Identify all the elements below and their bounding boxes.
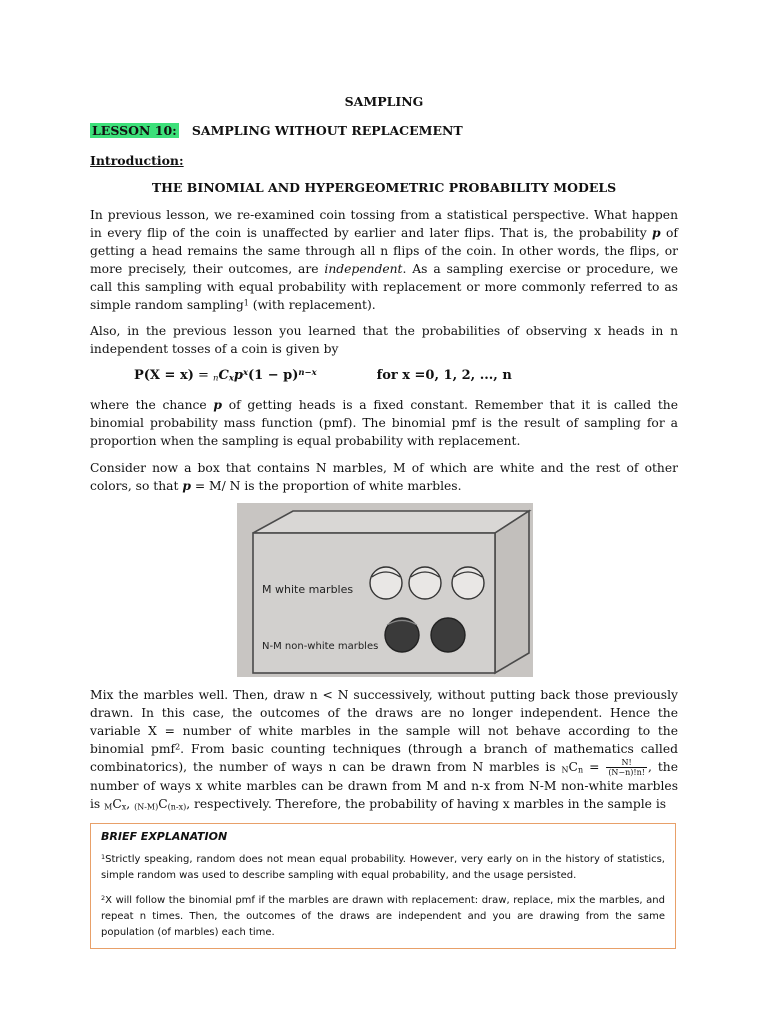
white-marble xyxy=(452,567,484,599)
explanation-title: BRIEF EXPLANATION xyxy=(101,830,228,843)
paragraph-previous-lesson: Also, in the previous lesson you learned that the probabilities of observing x heads in n independent tosses of a coin is given by xyxy=(90,324,678,356)
marble-box-illustration xyxy=(237,503,533,677)
non-white-marble xyxy=(385,618,419,652)
marble-box-figure xyxy=(237,503,533,677)
paragraph-binomial-pmf: where the chance p of getting heads is a fixed constant. Remember that it is called the binomial probability mass function (pmf). The binomial pmf is the result of sampling for a proportion when the sampling is equal probability with replacement. xyxy=(90,397,678,448)
combination-fraction: $\frac{N!}{(N-n)!n!}$ xyxy=(608,758,645,777)
paragraph-coin-tossing: In previous lesson, we re-examined coin tossing from a statistical perspective. What happen in every flip of the coin is unaffected by earlier and later flips. That is, the probability p of getting a head remains the same through all n flips of the coin. In other words, the flips, or more precisely, their outcomes, are independent. As a sampling exercise or procedure, we call this sampling with equal probability with replacement or more commonly referred to as simple random sampling$^1$ (with replacement). xyxy=(90,208,678,312)
label-nonwhite-marbles: N-M non-white marbles xyxy=(262,641,379,652)
paragraph-marble-box: Consider now a box that contains N marbles, M of which are white and the rest of other colors, so that p = M/ N is the proportion of white marbles. xyxy=(90,461,678,493)
label-white-marbles: M white marbles xyxy=(262,583,354,596)
section-heading: THE BINOMIAL AND HYPERGEOMETRIC PROBABILITY MODELS xyxy=(151,180,617,195)
white-marble xyxy=(409,567,441,599)
page-title: SAMPLING xyxy=(344,94,424,109)
paragraph-without-replacement: Mix the marbles well. Then, draw n < N successively, without putting back those previously drawn. In this case, the outcomes of the draws are no longer independent. Hence the variable X = number of white marbles in the sample will not behave according to the binomial pmf$^2$. From basic counting techniques (through a branch of mathematics called combinatorics), the number of ways n can be drawn from N marbles is $_NC_n$ = $\frac{N!}{(N-n)!n!}$ , the number of ways x white marbles can be drawn from M and n-x from N-M non-white marbles is $_MC_x$, $_{(N-M)}C_{(n-x)}$, respectively. Therefore, the probability of having x marbles in the sample is xyxy=(90,688,678,812)
formula-condition: for x =0, 1, 2, ..., n xyxy=(376,368,512,383)
footnote-ref-1[interactable]: 1 xyxy=(243,298,249,308)
footnote-2: $^2$X will follow the binomial pmf if the marbles are drawn with replacement: draw, replace, mix the marbles, and repeat n times. Then, the outcomes of the draws are independent and you are drawing from the same population (of marbles) each time. xyxy=(101,894,665,938)
lesson-heading xyxy=(90,123,463,138)
lesson-label: LESSON 10: xyxy=(92,123,177,138)
non-white-marble xyxy=(431,618,465,652)
intro-heading: Introduction: xyxy=(90,153,184,168)
footnote-1: $^1$Strictly speaking, random does not mean equal probability. However, very early on in the history of statistics, simple random was used to describe sampling with equal probability, and the usage persisted. xyxy=(101,853,665,881)
white-marble xyxy=(370,567,402,599)
brief-explanation-box xyxy=(90,823,676,949)
binomial-formula: $P(X = x) = _nC_xp^x(1 - p)^{n-x}$ for x =0, 1, 2, ..., n xyxy=(134,367,512,383)
lesson-title: SAMPLING WITHOUT REPLACEMENT xyxy=(191,123,463,138)
footnote-ref-2[interactable]: 2 xyxy=(175,742,181,752)
